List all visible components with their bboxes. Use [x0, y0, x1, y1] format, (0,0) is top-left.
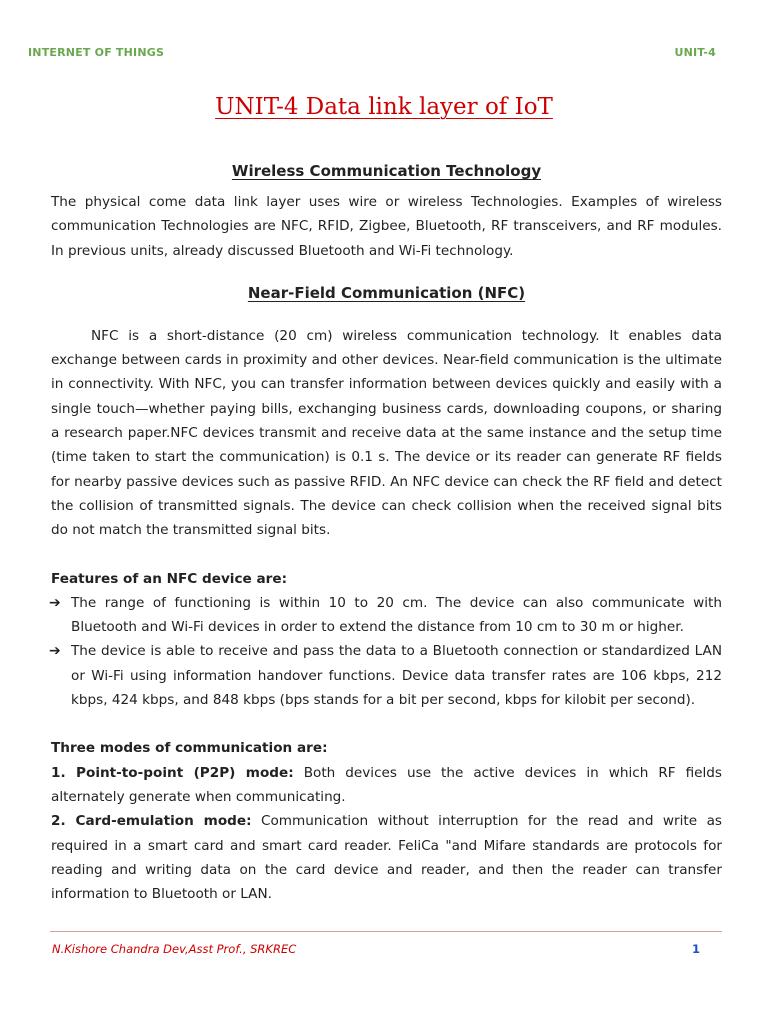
page-number: 1	[691, 942, 700, 956]
paragraph-wireless: The physical come data link layer uses wire or wireless Technologies. Examples of wireless communication Technologies are NFC, RFID, Zigbee, Bluetooth, RF transceivers, and RF modules. In previous units, already discussed Bluetooth and Wi-Fi technology.	[51, 194, 722, 259]
mode-item-p2p	[51, 761, 722, 810]
mode-text: Communication without interruption for the read and write as required in a smart card and smart card reader. FeliCa "and Mifare standards are protocols for reading and writing data on the card device and reader, and then the reader can transfer information to Bluetooth or LAN.	[51, 813, 722, 903]
mode-label: 1. Point-to-point (P2P) mode:	[51, 764, 294, 781]
header-unit: UNIT-4	[674, 46, 716, 59]
document-body	[51, 158, 722, 906]
mode-label: 2. Card-emulation mode:	[51, 813, 252, 830]
arrow-right-icon: ➔	[49, 594, 61, 611]
features-list	[51, 591, 722, 712]
footer-divider	[50, 931, 722, 932]
list-item	[51, 639, 722, 712]
mode-text: Both devices use the active devices in which RF fields alternately generate when communicating.	[51, 764, 723, 805]
mode-item-card-emulation	[51, 809, 722, 906]
paragraph-nfc: NFC is a short-distance (20 cm) wireless communication technology. It enables data exchange between cards in proximity and other devices. Near-field communication is the ultimate in connectivity. With NFC, you can transfer information between devices quickly and easily with a single touch—whether paying bills, exchanging business cards, downloading coupons, or sharing a research paper.NFC devices transmit and receive data at the same instance and the setup time (time taken to start the communication) is 0.1 s. The device or its reader can generate RF fields for nearby passive devices such as passive RFID. An NFC device can check the RF field and detect the collision of transmitted signals. The device can check collision when the received signal bits do not match the transmitted signal bits.	[51, 327, 722, 539]
list-item	[51, 591, 722, 640]
feature-text: The range of functioning is within 10 to 20 cm. The device can also communicate with Bluetooth and Wi-Fi devices in order to extend the distance from 10 cm to 30 m or higher.	[71, 594, 722, 636]
features-heading: Features of an NFC device are:	[51, 570, 288, 587]
page-title: UNIT-4 Data link layer of IoT	[215, 94, 553, 120]
header-course-name: INTERNET OF THINGS	[28, 46, 165, 59]
modes-heading: Three modes of communication are:	[51, 740, 328, 757]
section-heading-nfc: Near-Field Communication (NFC)	[247, 283, 526, 302]
section-heading-wireless: Wireless Communication Technology	[231, 162, 542, 180]
arrow-right-icon: ➔	[49, 643, 61, 660]
feature-text: The device is able to receive and pass the data to a Bluetooth connection or standardized LAN or Wi-Fi using information handover functions. Device data transfer rates are 106 kbps, 212 kbps, 424 kbps, and 848 kbps (bps stands for a bit per second, kbps for kilobit per second).	[71, 643, 722, 709]
footer-author: N.Kishore Chandra Dev,Asst Prof., SRKREC	[52, 942, 297, 956]
